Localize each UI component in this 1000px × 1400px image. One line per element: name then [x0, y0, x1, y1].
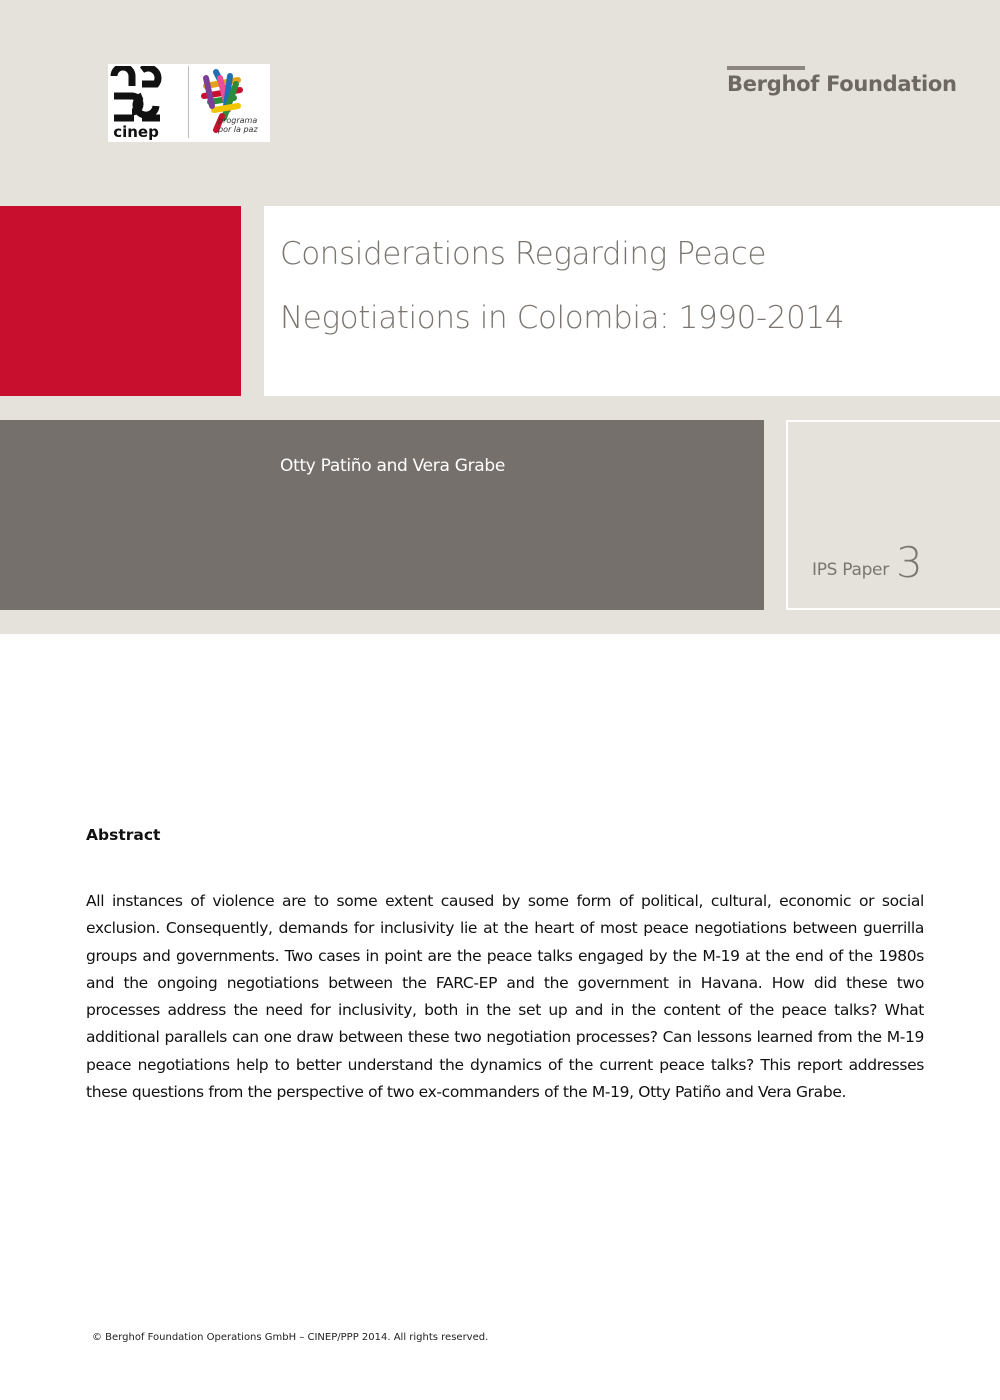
series-label: IPS Paper: [812, 560, 889, 580]
cinep-logo-icon: [108, 66, 164, 124]
series-panel: [786, 420, 1000, 610]
publisher-logo-bar: [727, 66, 805, 70]
abstract-heading: Abstract: [86, 826, 161, 844]
programa-por-la-paz-logo-text: programa por la paz: [218, 116, 258, 134]
authors: Otty Patiño and Vera Grabe: [280, 456, 506, 476]
series-number: 3: [896, 538, 923, 587]
partner-logos: [108, 64, 270, 142]
logo-divider: [188, 66, 189, 138]
cover-band: [0, 0, 1000, 634]
document-title-line-1: Considerations Regarding Peace: [280, 236, 767, 272]
cinep-logo-text: cinep: [113, 123, 159, 141]
abstract-body: All instances of violence are to some extent caused by some form of political, cultural, economic or social exclusion. Consequently, demands for inclusivity lie at the heart of most peace negotiations between guerrilla groups and governments. Two cases in point are the peace talks engaged by the M-19 at the end of the 1980s and the ongoing negotiations between the FARC-EP and the government in Havana. How did these two processes address the need for inclusivity, both in the set up and in the content of the peace talks? What additional parallels can one draw between these two negotiation processes? Can lessons learned from the M-19 peace negotiations help to better understand the dynamics of the current peace talks? This report addresses these questions from the perspective of two ex-commanders of the M-19, Otty Patiño and Vera Grabe.: [86, 892, 924, 1102]
document-title-line-2: Negotiations in Colombia: 1990-2014: [280, 300, 845, 336]
accent-block: [0, 206, 241, 396]
publisher-logo: Berghof Foundation: [727, 72, 957, 96]
title-panel: [264, 206, 1000, 396]
copyright-footer: © Berghof Foundation Operations GmbH – CINEP/PPP 2014. All rights reserved.: [92, 1332, 489, 1343]
authors-panel: [0, 420, 764, 610]
